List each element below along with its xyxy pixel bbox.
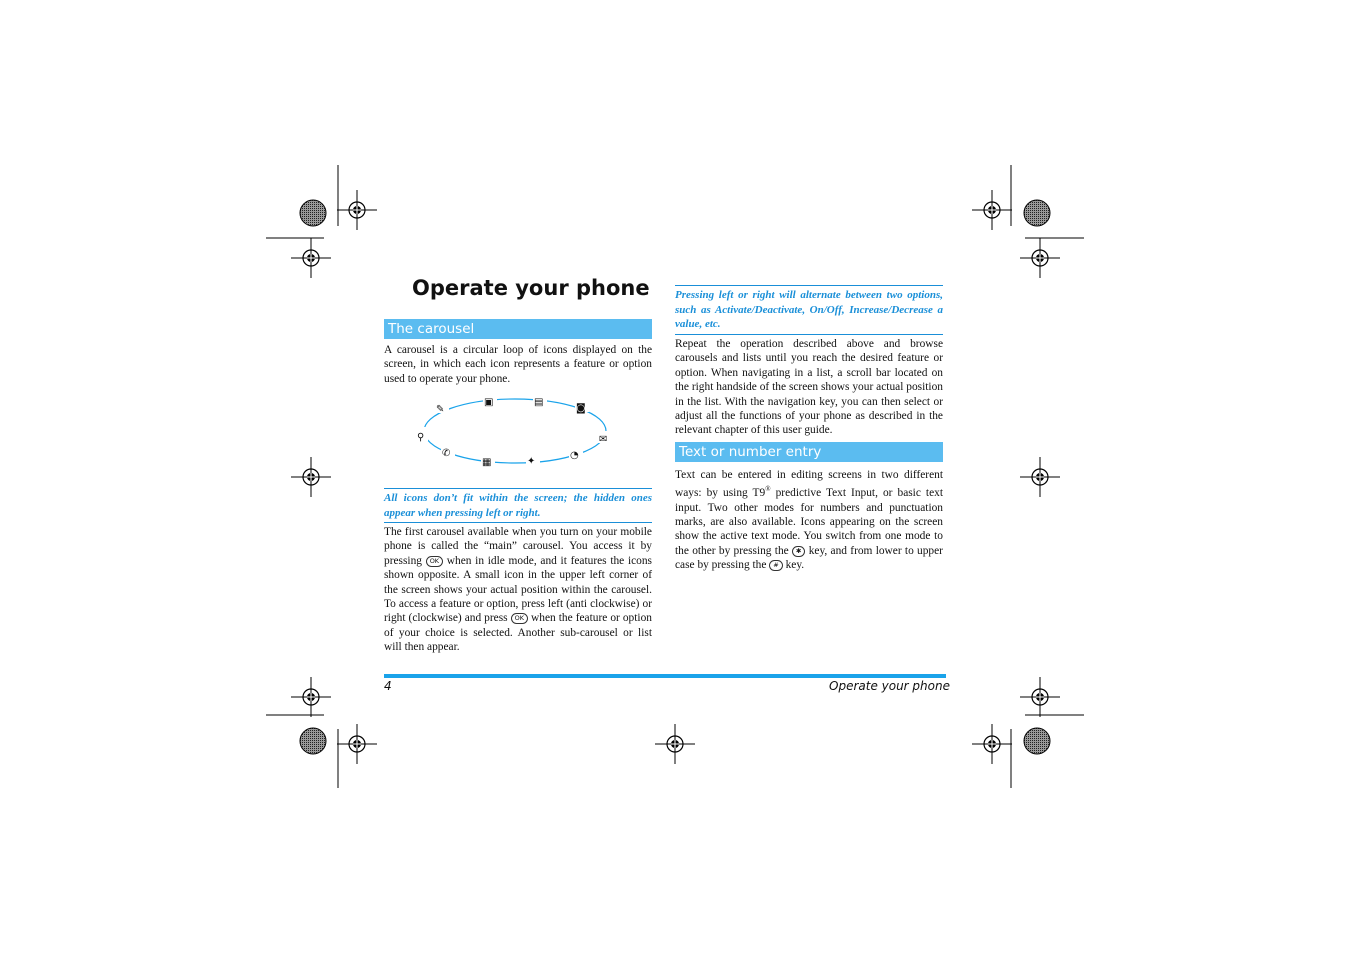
carousel-icon-alarm: ◔ xyxy=(570,450,579,461)
main-carousel-text-a: The first carousel available when you turn on your mobile phone is called the “main” carousel. You access it by pressing xyxy=(384,526,652,567)
footer-rule xyxy=(384,674,946,678)
carousel-icon-tools: ✎ xyxy=(436,404,445,415)
options-note: Pressing left or right will alternate between two options, such as Activate/Deactivate, On/Off, Increase/Decrease a value, etc. xyxy=(675,285,943,335)
page-number: 4 xyxy=(384,679,392,693)
text-entry-text-a: Text can be entered in editing screens in two different ways: by using T9 xyxy=(675,469,943,500)
text-entry-text-d: key. xyxy=(785,559,805,572)
carousel-icon-settings: ⚲ xyxy=(417,432,425,443)
section-heading-carousel: The carousel xyxy=(384,319,652,339)
page-title: Operate your phone xyxy=(412,276,650,300)
main-carousel-text-c: when the feature or option of your choice is selected. Another sub-carousel or list will then appear. xyxy=(384,612,652,654)
carousel-note: All icons don’t fit within the screen; the hidden ones appear when pressing left or right. xyxy=(384,488,652,523)
text-entry-text-b: predictive Text Input, or basic text input. Two other modes for numbers and punctuation marks, are also available. Icons appearing on the screen show the active text mode. You switch from one mode to the other by pressing the xyxy=(675,487,944,557)
carousel-intro-text: A carousel is a circular loop of icons displayed on the screen, in which each icon represents a feature or option used to operate your phone. xyxy=(384,344,652,385)
ok-key-icon: OK xyxy=(511,613,528,624)
browse-text: Repeat the operation described above and browse carousels and lists until you reach the desired feature or option. When navigating in a list, a scroll bar located on the right handside of the screen shows your actual position in the list. With the navigation key, you can then select or adjust all the functions of your phone as described in the relevant chapter of this user guide. xyxy=(675,338,943,437)
hash-key-icon: # xyxy=(769,560,782,571)
carousel-intro-paragraph xyxy=(384,343,652,386)
ok-key-icon: OK xyxy=(426,556,443,567)
carousel-icon-operator: ✦ xyxy=(527,456,536,467)
carousel-icon-phonebook: ▤ xyxy=(534,397,544,408)
carousel-icon-call-list: ✆ xyxy=(442,448,451,459)
carousel-icon-messages: ✉ xyxy=(599,434,608,445)
main-carousel-paragraph xyxy=(384,525,652,655)
registration-mark-icon: ® xyxy=(765,485,771,494)
carousel-icon-multimedia: ▦ xyxy=(482,457,492,468)
text-entry-text-c: key, and from lower to upper case by pressing the xyxy=(675,544,943,572)
main-carousel-text-b: when in idle mode, and it features the icons shown opposite. A small icon in the upper left corner of the screen shows your actual position within the carousel. To access a feature or option, press left (anti clockwise) or right (clockwise) and press xyxy=(384,554,652,625)
carousel-illustration xyxy=(415,391,615,471)
section-heading-text-entry: Text or number entry xyxy=(675,442,943,462)
browse-paragraph xyxy=(675,337,943,438)
carousel-icon-camera: ◙ xyxy=(576,403,586,414)
running-title: Operate your phone xyxy=(829,679,950,693)
carousel-icon-games: ▣ xyxy=(484,397,494,408)
star-key-icon: ✱ xyxy=(792,546,805,557)
text-entry-paragraph xyxy=(675,468,943,573)
